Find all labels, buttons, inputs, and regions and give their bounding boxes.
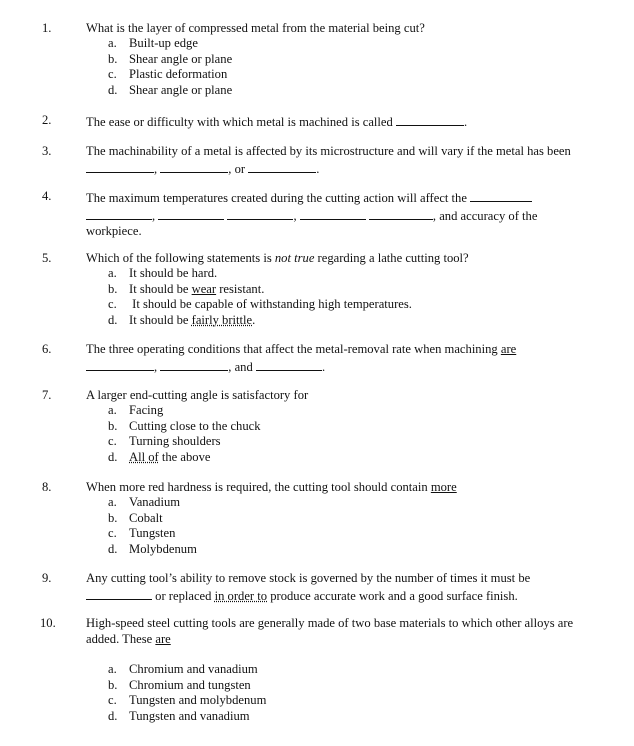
answer-blank — [160, 160, 228, 173]
question-number: 3. — [42, 144, 52, 158]
answer-blank — [86, 587, 152, 600]
options-list — [108, 495, 197, 557]
options-list — [108, 36, 232, 98]
option-b: b. It should be wear resistant. — [108, 281, 265, 296]
option-a: a. Vanadium — [108, 495, 181, 509]
option-d: d. It should be fairly brittle. — [108, 312, 256, 327]
option-b: b. Shear angle or plane — [108, 51, 233, 66]
answer-blank — [300, 207, 366, 220]
option-d: d. Shear angle or plane — [108, 82, 233, 97]
options-list — [108, 403, 261, 465]
option-d: d. All of the above — [108, 449, 211, 464]
question-text: The three operating conditions that affect the metal-removal rate when machining are , , and . — [86, 342, 517, 374]
options-list — [108, 266, 412, 328]
option-c: c. It should be capable of withstanding high temperatures. — [108, 297, 412, 311]
question-number: 9. — [42, 571, 52, 585]
option-b: b. Cobalt — [108, 510, 163, 525]
question-text: A larger end-cutting angle is satisfactory for — [86, 388, 309, 402]
question-text: When more red hardness is required, the cutting tool should contain more — [86, 480, 457, 494]
option-a: a. It should be hard. — [108, 266, 218, 280]
question-text: The ease or difficulty with which metal is machined is called . — [86, 115, 468, 129]
answer-blank — [227, 207, 293, 220]
option-c: c. Tungsten — [108, 526, 176, 540]
question-text: What is the layer of compressed metal from the material being cut? — [86, 21, 425, 35]
options-list — [108, 662, 266, 724]
option-a: a. Built-up edge — [108, 36, 198, 50]
answer-blank — [86, 160, 154, 173]
answer-blank — [160, 358, 228, 371]
option-d: d. Tungsten and vanadium — [108, 708, 250, 723]
answer-blank — [396, 113, 464, 126]
answer-blank — [248, 160, 316, 173]
answer-blank — [256, 358, 322, 371]
question-text: Which of the following statements is not true regarding a lathe cutting tool? — [86, 251, 469, 265]
question-text: The machinability of a metal is affected by its microstructure and will vary if the metal has been , , or . — [86, 144, 571, 176]
option-a: a. Chromium and vanadium — [108, 662, 258, 676]
question-number: 4. — [42, 189, 52, 203]
question-number: 1. — [42, 21, 52, 35]
option-a: a. Facing — [108, 403, 164, 417]
option-c: c. Tungsten and molybdenum — [108, 693, 267, 707]
option-d: d. Molybdenum — [108, 541, 197, 556]
option-b: b. Cutting close to the chuck — [108, 418, 261, 433]
question-text: High-speed steel cutting tools are generally made of two base materials to which other alloys are added. These are — [86, 616, 574, 646]
answer-blank — [86, 358, 154, 371]
question-number: 6. — [42, 342, 52, 356]
question-number: 2. — [42, 113, 52, 127]
answer-blank — [158, 207, 224, 220]
question-number: 5. — [42, 251, 52, 265]
question-number: 10. — [40, 616, 56, 630]
option-c: c. Turning shoulders — [108, 434, 221, 448]
answer-blank — [470, 189, 532, 202]
question-text: Any cutting tool’s ability to remove stock is governed by the number of times it must be or replaced in order to produce accurate work and a good surface finish. — [86, 571, 531, 603]
option-c: c. Plastic deformation — [108, 67, 228, 81]
option-b: b. Chromium and tungsten — [108, 677, 251, 692]
question-number: 7. — [42, 388, 52, 402]
answer-blank — [369, 207, 433, 220]
answer-blank — [86, 207, 152, 220]
question-number: 8. — [42, 480, 52, 494]
question-text: The maximum temperatures created during the cutting action will affect the , , , and accuracy of the workpiece. — [86, 191, 538, 238]
